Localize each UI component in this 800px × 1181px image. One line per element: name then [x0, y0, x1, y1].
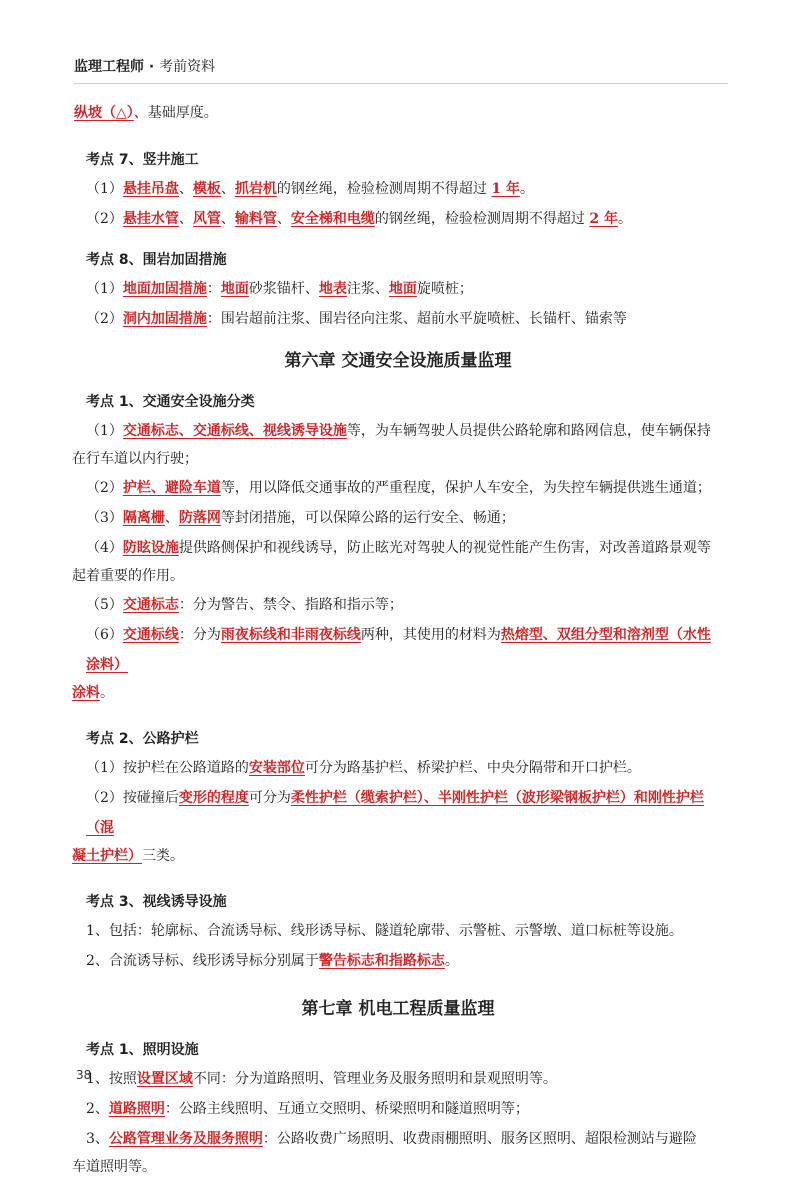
body-text: 砂浆锚杆、 [248, 281, 319, 297]
paragraph-continuation: 在行车道以内行驶； [72, 451, 198, 467]
paragraph [86, 1094, 718, 1124]
body-text: 可分为路基护栏、桥梁护栏、中央分隔带和开口护栏。 [304, 760, 641, 776]
body-text: 的钢丝绳，检验检测周期不得超过 [276, 181, 492, 197]
body-text: 3、 [86, 1131, 109, 1147]
body-text: ：公路收费广场照明、收费雨棚照明、服务区照明、超限检测站与避险 [262, 1131, 697, 1147]
body-text: 、 [220, 181, 235, 197]
body-text: 、 [276, 211, 291, 227]
body-text: ： [206, 281, 221, 297]
body-text: 。 [520, 181, 534, 197]
paragraph: 1、包括：轮廓标、合流诱导标、线形诱导标、隧道轮廓带、示警桩、示警墩、道口标桩等设施。 [86, 923, 683, 939]
highlight-text: 2 年 [589, 211, 618, 227]
item-number: （2） [86, 480, 123, 496]
paragraph [86, 946, 718, 976]
highlight-text: 道路照明 [108, 1101, 165, 1117]
section-title-facility-types: 考点 1、交通安全设施分类 [86, 394, 255, 410]
highlight-text: 隔离栅 [122, 510, 165, 526]
chapter-title-electromechanical: 第七章 机电工程质量监理 [301, 999, 495, 1019]
body-text: 可分为 [248, 790, 291, 806]
highlight-text: 风管 [192, 211, 221, 227]
highlight-text: 洞内加固措施 [122, 311, 207, 327]
section-title-shaft: 考点 7、竖井施工 [86, 152, 199, 168]
header-title: 监理工程师 [74, 59, 144, 75]
paragraph [86, 503, 718, 533]
highlight-text: 公路管理业务及服务照明 [108, 1131, 263, 1147]
body-text: 、基础厚度。 [133, 105, 218, 121]
body-text: （2）按碰撞后 [86, 790, 179, 806]
page-number: 38 [76, 1068, 92, 1082]
body-text: 三类。 [142, 848, 184, 864]
highlight-text: 地面 [388, 281, 417, 297]
highlight-text: 地面 [220, 281, 249, 297]
header-rule [74, 83, 728, 84]
body-text: ：围岩超前注浆、围岩径向注浆、超前水平旋喷桩、长锚杆、锚索等 [206, 311, 627, 327]
body-text: 旋喷桩； [416, 281, 473, 297]
section-title-visual-guidance: 考点 3、视线诱导设施 [86, 894, 227, 910]
paragraph [86, 533, 718, 563]
item-number: （4） [86, 540, 123, 556]
highlight-text: 交通标志、交通标线、视线诱导设施 [122, 423, 347, 439]
body-text: 的钢丝绳，检验检测周期不得超过 [374, 211, 590, 227]
highlight-text: 设置区域 [136, 1071, 193, 1087]
body-text: 等封闭措施，可以保障公路的运行安全、畅通； [220, 510, 515, 526]
item-number: （2） [86, 311, 123, 327]
body-text: 注浆、 [346, 281, 389, 297]
highlight-text: 1 年 [491, 181, 520, 197]
highlight-text: 护栏、避险车道 [122, 480, 221, 496]
body-text: 等，用以降低交通事故的严重程度，保护人车安全，为失控车辆提供逃生通道； [220, 480, 711, 496]
highlight-text: 防眩设施 [122, 540, 179, 556]
body-text: 等，为车辆驾驶人员提供公路轮廓和路网信息，使车辆保持 [346, 423, 711, 439]
paragraph [86, 416, 718, 446]
highlight-text: 地面加固措施 [122, 281, 207, 297]
highlight-text: 模板 [192, 181, 221, 197]
header-subtitle: 考前资料 [159, 59, 216, 75]
continuation-line [74, 98, 718, 128]
paragraph-continuation: 起着重要的作用。 [72, 568, 184, 584]
paragraph [86, 1124, 718, 1154]
body-text: ：分为 [178, 627, 221, 643]
highlight-text: 涂料 [72, 685, 100, 701]
section-title-rock-reinforcement: 考点 8、围岩加固措施 [86, 252, 227, 268]
highlight-text: 防落网 [178, 510, 221, 526]
paragraph [86, 174, 718, 204]
body-text: 、 [164, 510, 179, 526]
highlight-text: 纵坡（△） [74, 105, 134, 121]
paragraph [86, 753, 718, 783]
highlight-text: 悬挂水管 [122, 211, 179, 227]
highlight-text: 输料管 [234, 211, 277, 227]
item-number: （6） [86, 627, 123, 643]
paragraph [86, 274, 718, 304]
highlight-text: 交通标线 [122, 627, 179, 643]
highlight-text: 柔性护栏（缆索护栏）、半刚性护栏（波形梁钢板护栏）和刚性护栏（混 [86, 790, 704, 836]
item-number: （5） [86, 597, 123, 613]
paragraph [86, 473, 718, 503]
header-dot: · [144, 59, 160, 75]
body-text: 、 [178, 181, 193, 197]
body-text: 两种，其使用的材料为 [360, 627, 501, 643]
paragraph-continuation [72, 843, 718, 870]
highlight-text: 凝土护栏） [72, 848, 142, 864]
page-content [72, 98, 718, 1181]
body-text: 提供路侧保护和视线诱导，防止眩光对驾驶人的视觉性能产生伤害，对改善道路景观等 [178, 540, 711, 556]
highlight-text: 抓岩机 [234, 181, 277, 197]
highlight-text: 雨夜标线和非雨夜标线 [220, 627, 361, 643]
highlight-text: 警告标志和指路标志 [318, 953, 445, 969]
running-header [74, 56, 215, 76]
highlight-text: 安装部位 [248, 760, 305, 776]
body-text: 。 [100, 685, 114, 701]
section-title-lighting: 考点 1、照明设施 [86, 1042, 199, 1058]
highlight-text: 悬挂吊盘 [122, 181, 179, 197]
paragraph [86, 590, 718, 620]
body-text: 不同：分为道路照明、管理业务及服务照明和景观照明等。 [192, 1071, 557, 1087]
paragraph [86, 620, 718, 680]
paragraph-continuation [72, 680, 718, 707]
paragraph [86, 204, 718, 234]
chapter-title-traffic-safety: 第六章 交通安全设施质量监理 [284, 351, 512, 371]
paragraph-continuation: 车道照明等。 [72, 1159, 156, 1175]
body-text: 。 [618, 211, 632, 227]
highlight-text: 安全梯和电缆 [290, 211, 375, 227]
item-number: （1） [86, 423, 123, 439]
highlight-text: 地表 [318, 281, 347, 297]
highlight-text: 变形的程度 [178, 790, 249, 806]
item-number: （2） [86, 211, 123, 227]
body-text: 、 [178, 211, 193, 227]
body-text: 1、按照 [86, 1071, 137, 1087]
paragraph [86, 304, 718, 334]
item-number: （1） [86, 181, 123, 197]
body-text: 2、 [86, 1101, 109, 1117]
highlight-text: 交通标志 [122, 597, 179, 613]
body-text: ：分为警告、禁令、指路和指示等； [178, 597, 403, 613]
body-text: 、 [220, 211, 235, 227]
body-text: ：公路主线照明、互通立交照明、桥梁照明和隧道照明等； [164, 1101, 529, 1117]
paragraph [86, 1064, 718, 1094]
paragraph [86, 783, 718, 843]
body-text: 。 [444, 953, 459, 969]
highlight-text: 热熔型、双组分型和溶剂型（水性涂料） [86, 627, 711, 673]
body-text: 2、合流诱导标、线形诱导标分别属于 [86, 953, 319, 969]
item-number: （3） [86, 510, 123, 526]
body-text: （1）按护栏在公路道路的 [86, 760, 249, 776]
item-number: （1） [86, 281, 123, 297]
section-title-guardrail: 考点 2、公路护栏 [86, 731, 199, 747]
